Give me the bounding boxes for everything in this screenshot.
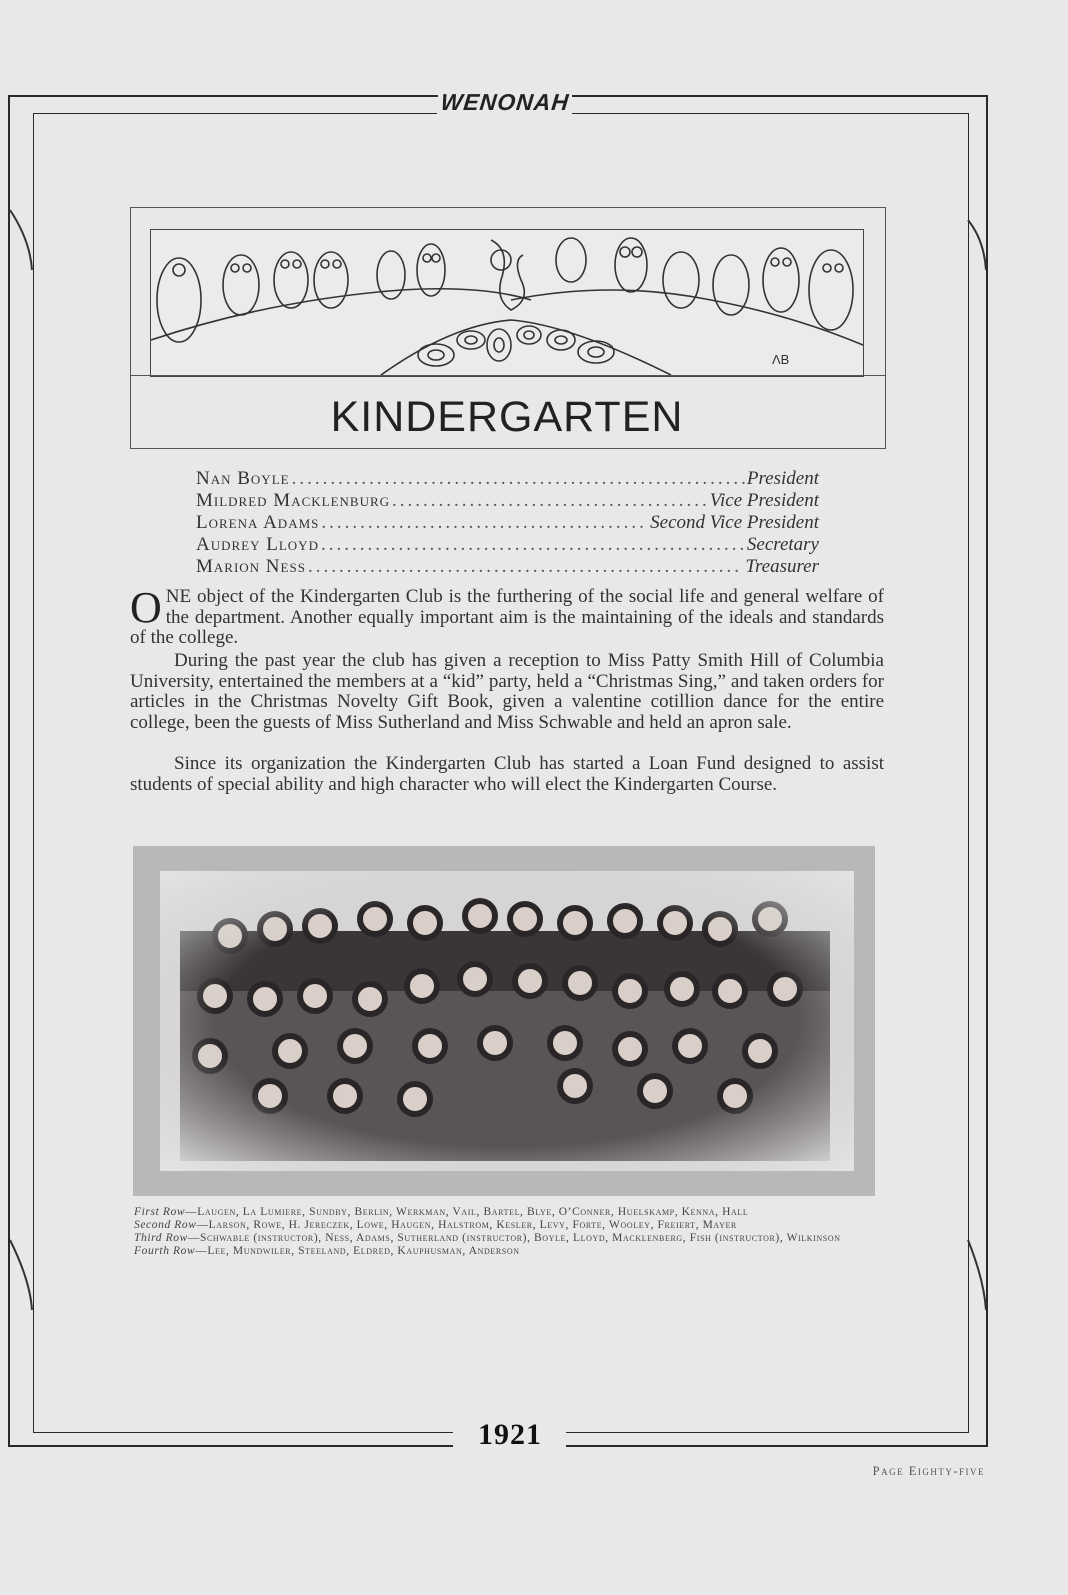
caption-row: Third Row—Schwable (instructor), Ness, Adams, Sutherland (instructor), Boyle, Lloyd, Macklenberg, Fish (instructor), Wilkinson <box>134 1232 841 1244</box>
banner-divider <box>130 375 886 376</box>
leader-dots <box>292 468 745 490</box>
caption-row-names: Laugen, La Lumiere, Sundby, Berlin, Werkman, Vail, Bartel, Blye, O’Conner, Huelskamp, Kenna, Hall <box>197 1206 749 1218</box>
caption-row-label: Second Row <box>134 1219 197 1231</box>
officer-role: Vice President <box>709 490 819 511</box>
frame-flourish-right <box>964 180 994 1400</box>
footer-year: 1921 <box>478 1418 542 1451</box>
leader-dots <box>308 556 744 578</box>
leader-dots <box>321 512 648 534</box>
caption-row-names: Schwable (instructor), Ness, Adams, Sutherland (instructor), Boyle, Lloyd, Macklenberg, Fish (instructor), Wilkinson <box>199 1232 841 1244</box>
officer-row <box>196 556 819 578</box>
page-number: Page Eighty-five <box>872 1464 985 1478</box>
officer-role: Second Vice President <box>650 512 819 533</box>
paragraph-2: During the past year the club has given a reception to Miss Patty Smith Hill of Columbia University, entertained the members at a “kid” party, held a “Christmas Sing,” and taken orders for articles in the Christmas Novelty Gift Book, given a valentine cotillion dance for the entire college, been the guests of Miss Sutherland and Miss Schwable and held an apron sale. <box>130 650 884 733</box>
club-title: KINDERGARTEN <box>330 393 684 441</box>
caption-row-names: Lee, Mundwiler, Steeland, Eldred, Kauphusman, Anderson <box>207 1245 520 1257</box>
banner-illustration <box>150 229 864 377</box>
caption-row-label: First Row <box>134 1206 186 1218</box>
drop-cap: O <box>130 583 162 632</box>
frame-flourish-left <box>0 180 40 1400</box>
photo-caption <box>134 1206 884 1258</box>
paragraph-1 <box>130 583 884 649</box>
caption-row-label: Fourth Row <box>134 1245 196 1257</box>
caption-row-names: Larson, Rowe, H. Jereczek, Lowe, Haugen, Halstrom, Kesler, Levy, Forte, Wooley, Freiert, Mayer <box>208 1219 737 1231</box>
leader-dots <box>392 490 708 512</box>
caption-row: Fourth Row—Lee, Mundwiler, Steeland, Eldred, Kauphusman, Anderson <box>134 1245 520 1257</box>
caption-row-label: Third Row <box>134 1232 188 1244</box>
artist-initials: ΛB <box>772 352 790 367</box>
officer-row <box>196 534 819 556</box>
group-photo <box>160 871 854 1171</box>
group-photo-figures <box>160 871 854 1171</box>
officer-name: Marion Ness <box>196 556 306 577</box>
officer-name: Nan Boyle <box>196 468 290 489</box>
caption-row: First Row—Laugen, La Lumiere, Sundby, Berlin, Werkman, Vail, Bartel, Blye, O’Conner, Huelskamp, Kenna, Hall <box>134 1206 749 1218</box>
leader-dots <box>321 534 745 556</box>
yearbook-title: WENONAH <box>439 89 571 115</box>
officer-role: President <box>746 468 819 489</box>
paragraph-1-text: NE object of the Kindergarten Club is the furthering of the social life and general welfare of the department. Another equally important aim is the maintaining of the ideals and standards of the college. <box>130 586 884 648</box>
officer-name: Audrey Lloyd <box>196 534 319 555</box>
officer-row <box>196 468 819 490</box>
officer-row <box>196 490 819 512</box>
officer-row <box>196 512 819 534</box>
owls-peacock-drawing <box>151 230 863 376</box>
officers-list <box>196 468 819 578</box>
officer-role: Treasurer <box>745 556 819 577</box>
officer-role: Secretary <box>746 534 819 555</box>
caption-row: Second Row—Larson, Rowe, H. Jereczek, Lowe, Haugen, Halstrom, Kesler, Levy, Forte, Wooley, Freiert, Mayer <box>134 1219 737 1231</box>
officer-name: Mildred Macklenburg <box>196 490 391 511</box>
officer-name: Lorena Adams <box>196 512 320 533</box>
paragraph-3: Since its organization the Kindergarten Club has started a Loan Fund designed to assist students of special ability and high character who will elect the Kindergarten Course. <box>130 753 884 795</box>
